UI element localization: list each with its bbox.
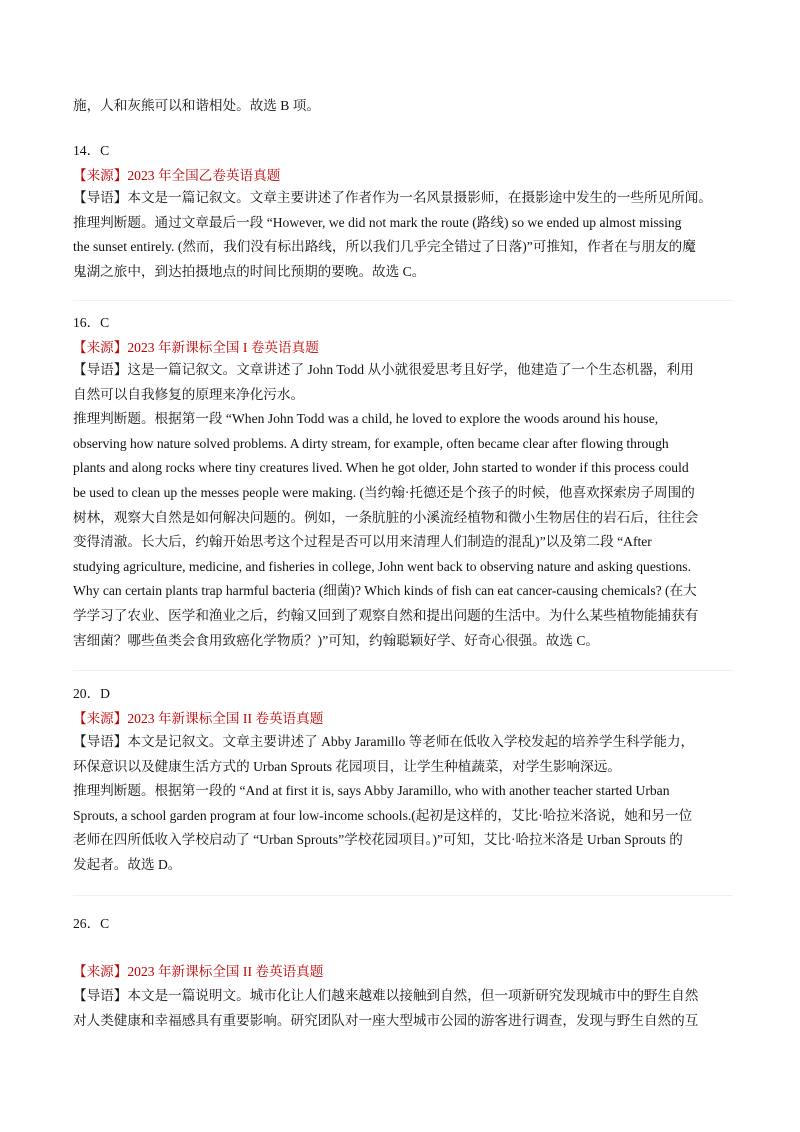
source-label-26: 【来源】2023 年新课标全国 II 卷英语真题 [73,964,324,979]
text-line: Why can certain plants trap harmful bacteria (细菌)? Which kinds of fish can eat cancer-causing chemicals? (在大 [73,583,697,599]
text-line: 老师在四所低收入学校启动了 “Urban Sprouts”学校花园项目。)”可知，艾比·哈拉米洛是 Urban Sprouts 的 [73,832,683,848]
text-line: 【导语】本文是记叙文。文章主要讲述了 Abby Jaramillo 等老师在低收入学校发起的培养学生科学能力， [73,734,695,749]
explanation-26 [73,984,733,1033]
text-line: 【导语】本文是一篇说明文。城市化让人们越来越难以接触到自然，但一项新研究发现城市中的野生自然 [73,988,699,1003]
text-line: 【导语】本文是一篇记叙文。文章主要讲述了作者作为一名风景摄影师，在摄影途中发生的一些所见所闻。 [73,190,712,205]
source-label-14: 【来源】2023 年全国乙卷英语真题 [73,168,281,183]
divider [73,895,733,896]
text-line: studying agriculture, medicine, and fisheries in college, John went back to observing nature and asking questions. [73,558,691,574]
explanation-14 [73,186,733,284]
text-line: 对人类健康和幸福感具有重要影响。研究团队对一座大型城市公园的游客进行调查，发现与野生自然的互 [73,1012,699,1028]
text-line: 环保意识以及健康生活方式的 Urban Sprouts 花园项目，让学生种植蔬菜，对学生影响深远。 [73,758,621,774]
text-line: 推理判断题。根据第一段的 “And at first it is, says Abby Jaramillo, who with another teacher started Urban [73,783,670,799]
text-line: 树林，观察大自然是如何解决问题的。例如，一条肮脏的小溪流经植物和微小生物居住的岩石后，往往会 [73,509,699,525]
explanation-20 [73,730,733,878]
text-line: observing how nature solved problems. A dirty stream, for example, often became clear after flowing through [73,435,669,451]
source-label-16: 【来源】2023 年新课标全国 I 卷英语真题 [73,340,319,355]
text-line: be used to clean up the messes people were making. (当约翰·托德还是个孩子的时候，他喜欢探索房子周围的 [73,484,695,500]
text-line: 害细菌？哪些鱼类会食用致癌化学物质？)”可知，约翰聪颖好学、好奇心很强。故选 C。 [73,632,599,648]
text-line: the sunset entirely. (然而，我们没有标出路线，所以我们几乎完全错过了日落)”可推知，作者在与朋友的魔 [73,239,696,255]
text-line: 鬼湖之旅中，到达拍摄地点的时间比预期的要晚。故选 C。 [73,263,426,279]
text-line: 施，人和灰熊可以和谐相处。故选 B 项。 [73,98,320,113]
text-line: 变得清澈。长大后，约翰开始思考这个过程是否可以用来清理人们制造的混乱)”以及第二段 “After [73,534,652,550]
text-line: plants and along rocks where tiny creatures lived. When he got older, John started to wonder if this process could [73,460,689,476]
question-number-26: 26．C [73,916,110,931]
source-label-20: 【来源】2023 年新课标全国 II 卷英语真题 [73,711,324,726]
text-line: 【导语】这是一篇记叙文。文章讲述了 John Todd 从小就很爱思考且好学，他建造了一个生态机器，利用 [73,362,694,377]
carryover-paragraph [73,94,733,119]
question-number-20: 20．D [73,686,111,701]
text-line: 推理判断题。通过文章最后一段 “However, we did not mark the route (路线) so we ended up almost missing [73,214,682,230]
text-line: 学学习了农业、医学和渔业之后，约翰又回到了观察自然和提出问题的生活中。为什么某些植物能捕获有 [73,607,699,623]
text-line: 自然可以自我修复的原理来净化污水。 [73,386,305,402]
divider [73,300,733,301]
question-number-14: 14．C [73,143,110,158]
explanation-16 [73,358,733,653]
text-line: 推理判断题。根据第一段 “When John Todd was a child, he loved to explore the woods around his house, [73,411,659,427]
question-number-16: 16．C [73,315,110,330]
text-line: Sprouts, a school garden program at four low-income schools.(起初是这样的，艾比·哈拉米洛说，她和另一位 [73,807,693,823]
text-line: 发起者。故选 D。 [73,856,182,872]
divider [73,670,733,671]
